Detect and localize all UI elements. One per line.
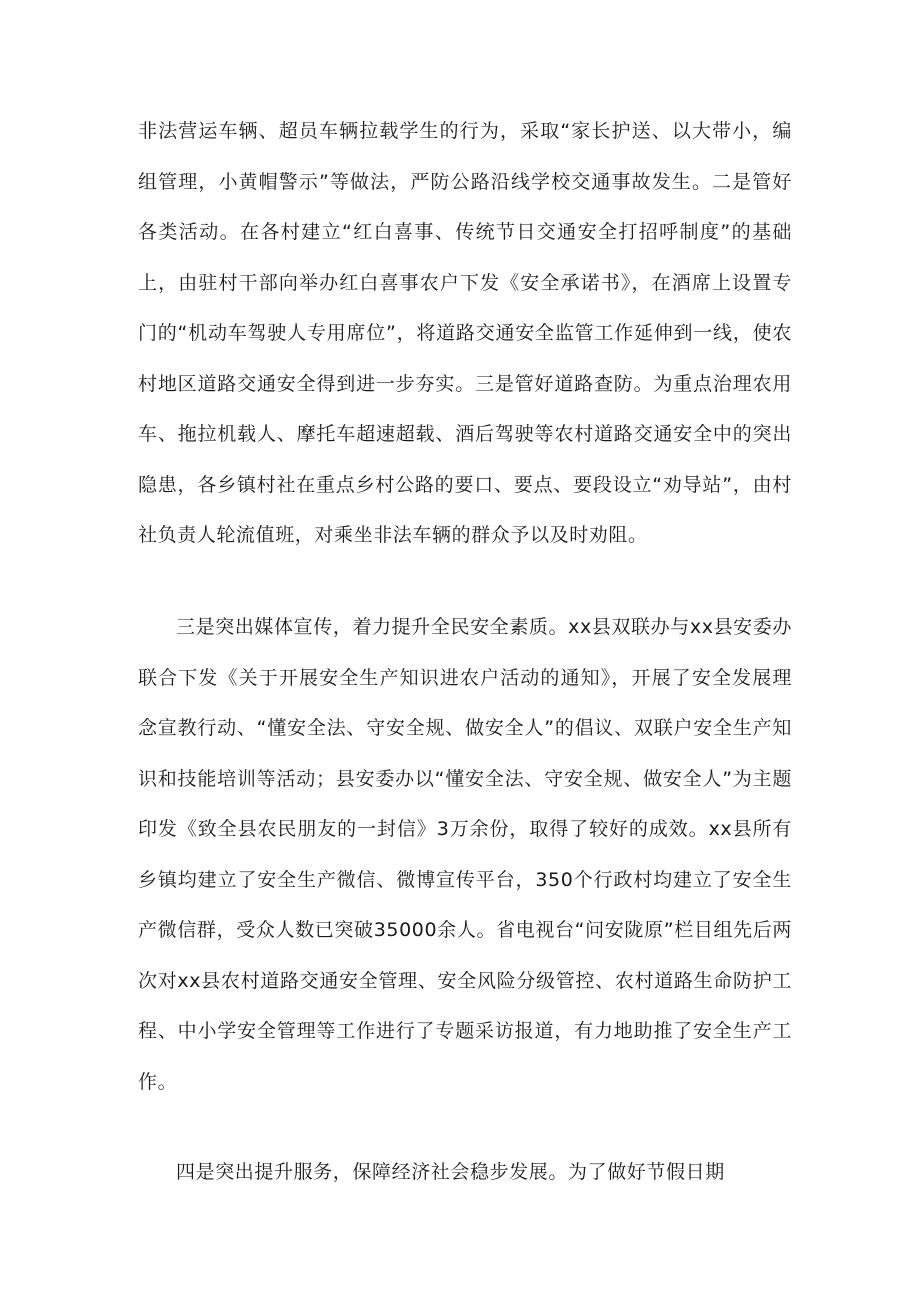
body-paragraph-1 [138,106,792,561]
paragraph-text: 三是突出媒体宣传，着力提升全民安全素质。xx县双联办与xx县安委办联合下发《关于开展安全生产知识进农户活动的通知》，开展了安全发展理念宣教行动、“懂安全法、守安全规、做安全人”的倡议、双联户安全生产知识和技能培训等活动；县安委办以“懂安全法、守安全规、做安全人”为主题印发《致全县农民朋友的一封信》3万余份，取得了较好的成效。xx县所有乡镇均建立了安全生产微信、微博宣传平台，350个行政村均建立了安全生产微信群，受众人数已突破35000余人。省电视台“问安陇原”栏目组先后两次对xx县农村道路交通安全管理、安全风险分级管控、农村道路生命防护工程、中小学安全管理等工作进行了专题采访报道，有力地助推了安全生产工作。 [138,616,792,1093]
body-paragraph-3 [138,1147,792,1198]
body-paragraph-2 [138,602,792,1107]
paragraph-text: 非法营运车辆、超员车辆拉载学生的行为，采取“家长护送、以大带小，编组管理，小黄帽警示”等做法，严防公路沿线学校交通事故发生。二是管好各类活动。在各村建立“红白喜事、传统节日交通安全打招呼制度”的基础上，由驻村干部向举办红白喜事农户下发《安全承诺书》，在酒席上设置专门的“机动车驾驶人专用席位”，将道路交通安全监管工作延伸到一线，使农村地区道路交通安全得到进一步夯实。三是管好道路查防。为重点治理农用车、拖拉机载人、摩托车超速超载、酒后驾驶等农村道路交通安全中的突出隐患，各乡镇村社在重点乡村公路的要口、要点、要段设立“劝导站”，由村社负责人轮流值班，对乘坐非法车辆的群众予以及时劝阻。 [138,120,792,546]
paragraph-text: 四是突出提升服务，保障经济社会稳步发展。为了做好节假日期 [176,1161,725,1183]
